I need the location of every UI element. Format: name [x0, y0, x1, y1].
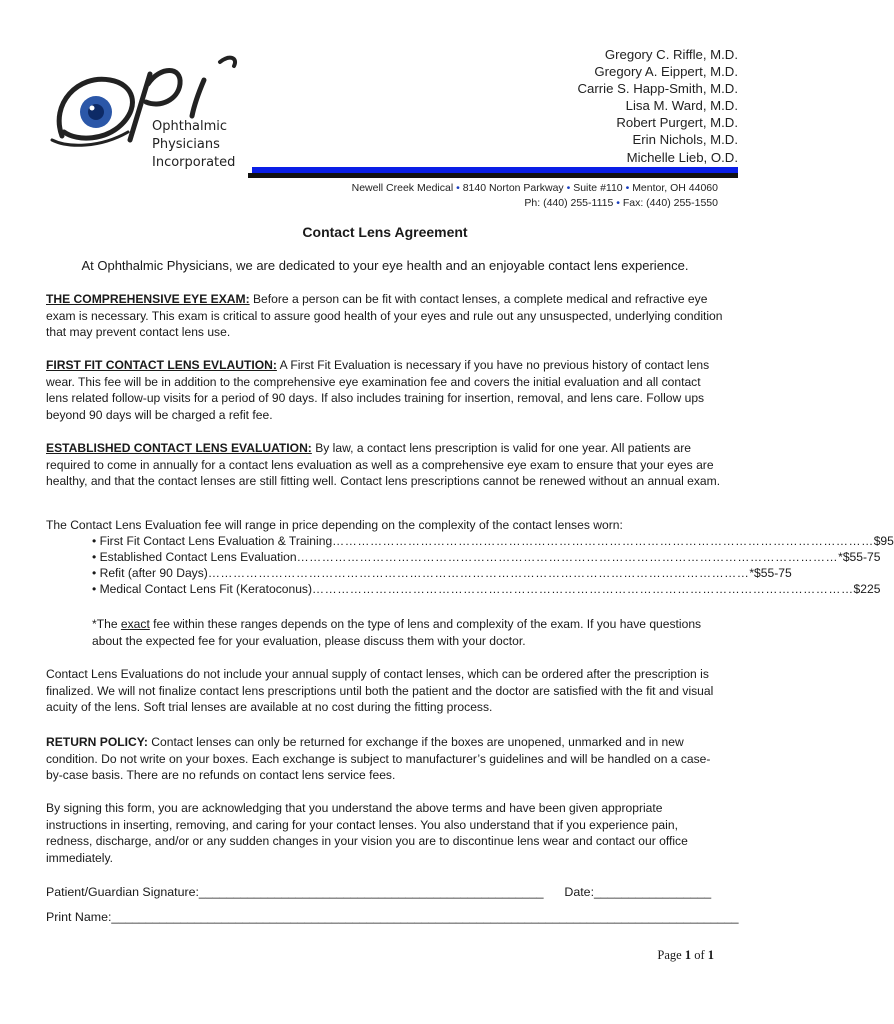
section-heading: ESTABLISHED CONTACT LENS EVALUATION:: [46, 441, 312, 455]
signature-row: [46, 885, 726, 899]
date-field[interactable]: _________________: [594, 885, 712, 899]
fax-number: Fax: (440) 255-1550: [622, 197, 718, 209]
address-line: Newell Creek Medical • 8140 Norton Parkway • Suite #110 • Mentor, OH 44060: [351, 182, 718, 194]
date-label: Date:: [564, 885, 595, 899]
comprehensive-exam-section: [46, 291, 726, 341]
intro-text: At Ophthalmic Physicians, we are dedicated to your eye health and an enjoyable contact lens experience.: [81, 258, 689, 273]
doctor-name: Carrie S. Happ-Smith, M.D.: [577, 81, 738, 97]
doctor-name: Gregory C. Riffle, M.D.: [604, 47, 738, 62]
fee-price: $95: [873, 534, 894, 548]
fee-list: [92, 533, 894, 597]
return-policy-section: [46, 734, 726, 784]
first-fit-section: [46, 357, 726, 424]
supply-section: Contact Lens Evaluations do not include your annual supply of contact lenses, which can be ordered after the prescription is finalized. We will not finalize contact lens prescriptions until both the patient and the doctor are satisfied with the fit and visual acuity of the lens. Soft trial lenses are available at no cost during the fitting process.: [46, 667, 714, 715]
fee-item: • Refit (after 90 Days) ………………………………………………………………………………………………………………… *$55-75: [92, 566, 792, 581]
fee-intro: The Contact Lens Evaluation fee will range in price depending on the complexity of the contact lenses worn:: [46, 518, 623, 532]
fee-price: *$55-75: [749, 566, 792, 581]
fee-item: • Medical Contact Lens Fit (Keratoconus) ………………………………………………………………………………………………………………… $225: [92, 582, 881, 597]
doctor-list: [578, 46, 739, 166]
fee-price: $225: [853, 582, 881, 597]
doctor-name: Gregory A. Eippert, M.D.: [594, 64, 738, 80]
patient-signature-label: Patient/Guardian Signature:: [46, 885, 199, 899]
header-divider-black: [248, 173, 738, 178]
section-body: Contact lenses can only be returned for exchange if the boxes are unopened, unmarked and in new condition. Do not write on your boxes. Each exchange is subject to manufacturer’s guidelines and will be handled on a case-by-case basis. There are no refunds on contact lens service fees.: [46, 735, 711, 783]
signing-acknowledgement: By signing this form, you are acknowledging that you understand the above terms and have been given appropriate instructions in inserting, removing, and caring for your contact lenses. You also understand that if you experience pain, redness, discharge, and/or or any sudden changes in your vision you are to discontinue lens wear and contact our office immediately.: [46, 801, 688, 866]
fee-item: • Established Contact Lens Evaluation ………………………………………………………………………………………………………………… *$55-75: [92, 550, 881, 565]
doctor-name: Erin Nichols, M.D.: [632, 132, 738, 148]
fee-item: • First Fit Contact Lens Evaluation & Training ………………………………………………………………………………………………………………… $95: [92, 534, 894, 548]
section-heading: FIRST FIT CONTACT LENS EVLAUTION:: [46, 358, 277, 372]
doctor-name: Lisa M. Ward, M.D.: [625, 98, 738, 114]
document-title: Contact Lens Agreement: [302, 224, 468, 240]
print-name-label: Print Name:: [46, 910, 112, 924]
print-name-row: [46, 910, 739, 924]
phone-number: Ph: (440) 255-1115: [524, 197, 614, 209]
established-section: [46, 440, 726, 490]
section-heading: THE COMPREHENSIVE EYE EXAM:: [46, 292, 250, 306]
fee-price: *$55-75: [838, 550, 881, 565]
section-body: Before a person can be fit with contact lenses, a complete medical and refractive eye exam is necessary. This exam is critical to assure good health of your eyes and rule out any unsuspected, underlying condition that may prevent contact lens use.: [46, 292, 723, 340]
section-heading: RETURN POLICY:: [46, 735, 148, 749]
doctor-name: Robert Purgert, M.D.: [616, 115, 738, 131]
patient-signature-field[interactable]: __________________________________________________: [198, 885, 544, 899]
practice-name: Ophthalmic Physicians Incorporated: [152, 119, 236, 170]
fee-note: *The exact fee within these ranges depends on the type of lens and complexity of the exam. If you have questions about the expected fee for your evaluation, please discuss them with your doctor.: [92, 617, 702, 648]
practice-logo: [48, 44, 258, 184]
print-name-field[interactable]: ___________________________________________________________________________________________: [111, 910, 739, 924]
page-number: Page 1 of 1: [657, 948, 714, 962]
section-body: A First Fit Evaluation is necessary if you have no previous history of contact lens wear. This fee will be in addition to the comprehensive eye examination fee and covers the initial evaluation and all contact lens related follow-up visits for a period of 90 days. If also includes training for insertion, removal, and lens care. Follow ups beyond 90 days will be charged a refit fee.: [46, 358, 710, 423]
doctor-name: Michelle Lieb, O.D.: [626, 149, 738, 165]
contact-line: Ph: (440) 255-1115 • Fax: (440) 255-1550: [524, 197, 718, 209]
section-body: By law, a contact lens prescription is valid for one year. All patients are required to come in annually for a contact lens evaluation as well as a comprehensive eye exam to ensure that your eyes are healthy, and that the contact lenses are still fitting well. Contact lens prescriptions cannot be renewed without an annual exam.: [46, 441, 721, 489]
practice-address: [250, 181, 718, 211]
